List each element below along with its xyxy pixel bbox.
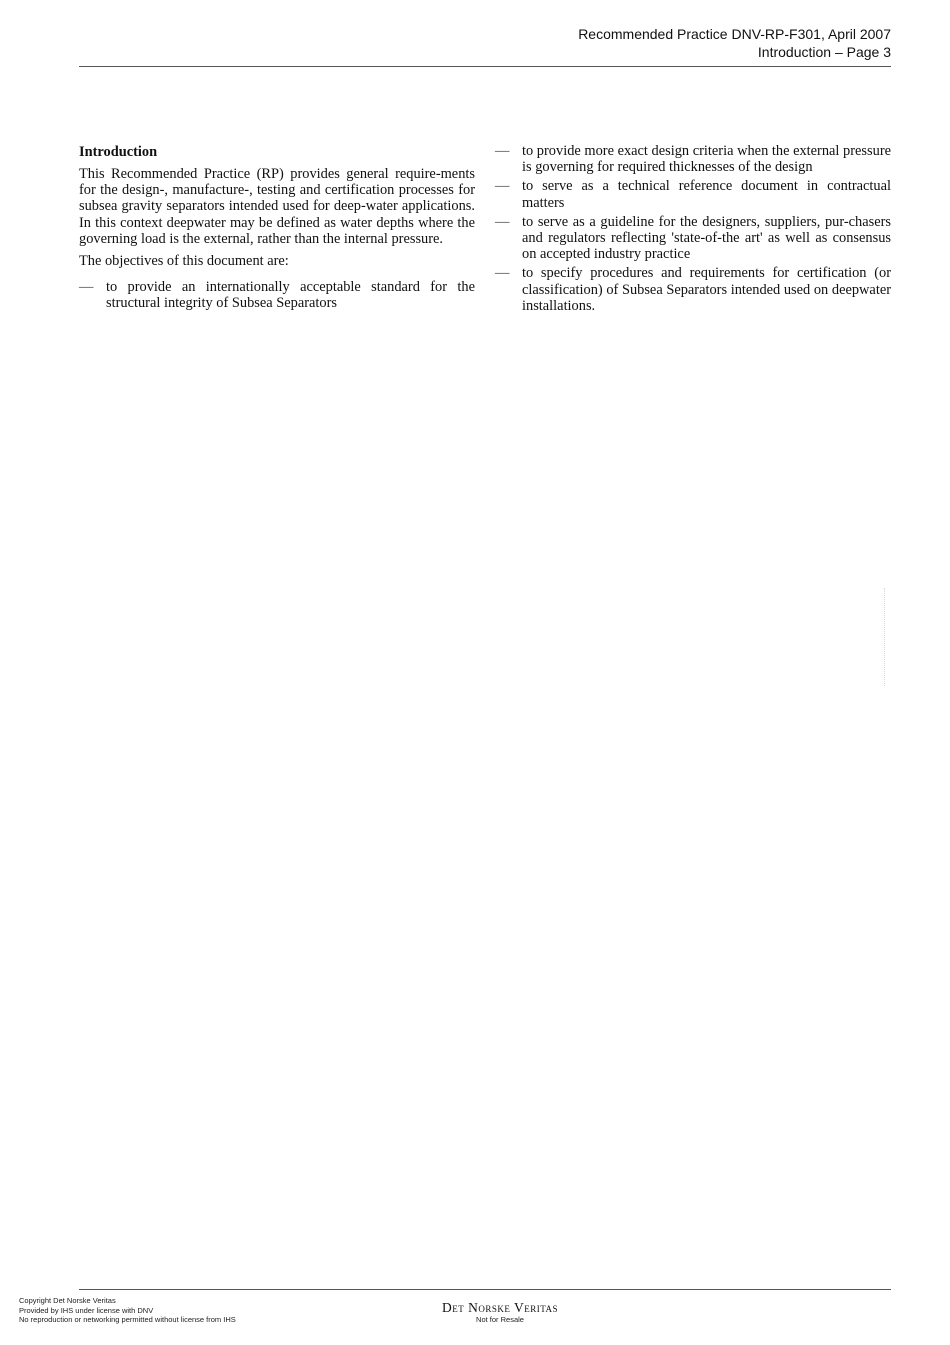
bullet-dash: — — [495, 178, 510, 195]
bullet-dash: — — [495, 265, 510, 282]
list-item — [495, 178, 891, 210]
margin-marks — [884, 588, 889, 686]
bullet-dash: — — [495, 213, 510, 230]
list-item-text: to specify procedures and requirements for certification (or classification) of Subsea Separators intended used on deepwater installations. — [522, 265, 891, 314]
footer-brand: Det Norske Veritas — [441, 1300, 559, 1315]
license-line: Provided by IHS under license with DNV — [19, 1305, 154, 1315]
list-item — [495, 214, 891, 263]
list-item — [495, 143, 891, 175]
list-item-text: to provide more exact design criteria when the external pressure is governing for required thicknesses of the design — [522, 143, 891, 176]
intro-paragraph: This Recommended Practice (RP) provides general require-ments for the design-, manufacture-, testing and certification processes for subsea gravity separators intended used for deep-water applications. In this context deepwater may be defined as water depths where the governing load is the external, rather than the internal pressure. — [79, 166, 475, 247]
list-item — [79, 279, 475, 311]
bullet-dash: — — [495, 143, 510, 159]
header-divider — [79, 66, 891, 67]
bullet-dash: — — [79, 279, 94, 296]
running-header — [79, 25, 891, 61]
list-item-text: to serve as a guideline for the designers, suppliers, pur-chasers and regulators reflecting 'state-of-the art' as well as consensus on accepted industry practice — [522, 213, 891, 263]
reproduction-line: No reproduction or networking permitted without license from IHS — [19, 1315, 236, 1324]
objectives-list-right — [495, 143, 891, 314]
copyright-notice — [19, 1296, 236, 1325]
list-item — [495, 265, 891, 314]
header-document-title: Recommended Practice DNV-RP-F301, April 2007 — [578, 26, 891, 42]
left-column — [79, 143, 475, 315]
list-item-text: to serve as a technical reference document in contractual matters — [522, 178, 891, 211]
header-section-page: Introduction – Page 3 — [757, 44, 891, 60]
list-item-text: to provide an internationally acceptable standard for the structural integrity of Subsea Separators — [106, 279, 475, 312]
right-column — [495, 143, 891, 317]
objectives-paragraph: The objectives of this document are: — [79, 253, 289, 270]
objectives-list-left — [79, 279, 475, 311]
copyright-line: Copyright Det Norske Veritas — [19, 1296, 116, 1305]
footer-divider — [79, 1289, 891, 1290]
resale-notice: Not for Resale — [476, 1315, 524, 1324]
section-heading: Introduction — [79, 144, 158, 160]
